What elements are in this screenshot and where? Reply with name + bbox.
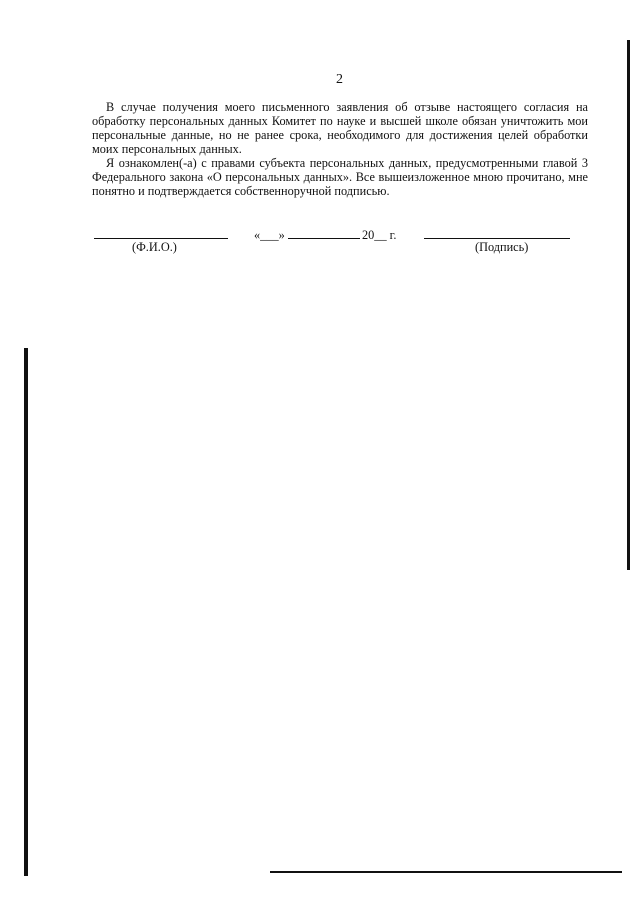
paragraph-acknowledgement: Я ознакомлен(-а) с правами субъекта персональных данных, предусмотренными главой 3 Федерального закона «О персональных данных». Все вышеизложенное мною прочитано, мне понятно и подтверждается собственноручной подписью. xyxy=(92,156,588,198)
signature-line xyxy=(424,238,570,239)
date-month-line xyxy=(288,238,360,239)
page-number: 2 xyxy=(336,72,343,87)
date-day: «___» xyxy=(254,228,285,242)
date-year: 20__ г. xyxy=(362,228,397,242)
paragraph-withdrawal: В случае получения моего письменного заявления об отзыве настоящего согласия на обработку персональных данных Комитет по науке и высшей школе обязан уничтожить мои персональные данные, но не ранее срока, необходимого для достижения целей обработки моих персональных данных. xyxy=(92,100,588,156)
scan-edge-left xyxy=(24,348,28,876)
scan-edge-right xyxy=(627,40,630,570)
name-caption: (Ф.И.О.) xyxy=(132,240,177,254)
signature-caption: (Подпись) xyxy=(475,240,529,254)
scan-edge-bottom xyxy=(270,871,622,873)
document-body xyxy=(92,100,588,198)
name-line xyxy=(94,238,228,239)
